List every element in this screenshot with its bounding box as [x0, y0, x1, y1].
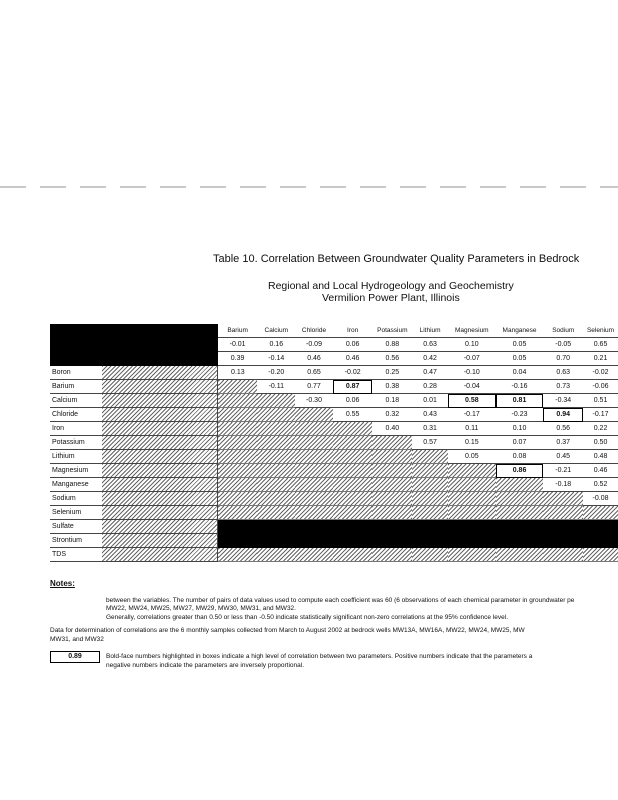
- correlation-value: 0.52: [583, 478, 618, 492]
- correlation-value: -0.30: [295, 394, 333, 408]
- row-label: [50, 478, 218, 492]
- row-label: [50, 506, 218, 520]
- hatch-fill: [102, 520, 217, 533]
- hatch-cell: [496, 492, 544, 506]
- correlation-value: 0.47: [412, 366, 448, 380]
- correlation-value: 0.50: [583, 436, 618, 450]
- hatch-cell: [218, 380, 258, 394]
- row-label: [50, 520, 218, 534]
- correlation-value: 0.86: [496, 464, 544, 478]
- row-label-text: Barium: [52, 383, 75, 390]
- correlation-value: 0.21: [583, 352, 618, 366]
- hatch-cell: [372, 436, 412, 450]
- correlation-value: 0.04: [496, 366, 544, 380]
- table-row: [50, 394, 618, 408]
- correlation-value: 0.65: [295, 366, 333, 380]
- hatch-cell: [257, 450, 295, 464]
- correlation-value: 0.18: [372, 394, 412, 408]
- correlation-value: 0.43: [412, 408, 448, 422]
- hatch-cell: [412, 548, 448, 562]
- hatch-cell: [295, 464, 333, 478]
- correlation-value: 0.77: [295, 380, 333, 394]
- table-row: [50, 506, 618, 520]
- correlation-value: 0.05: [496, 352, 544, 366]
- row-label-text: Potassium: [52, 439, 85, 446]
- row-label-text: Lithium: [52, 453, 75, 460]
- column-header: Iron: [333, 324, 373, 338]
- hatch-cell: [412, 450, 448, 464]
- hatch-cell: [333, 478, 373, 492]
- correlation-value: 0.25: [372, 366, 412, 380]
- hatch-cell: [257, 464, 295, 478]
- hatch-cell: [543, 506, 583, 520]
- correlation-value: -0.05: [543, 338, 583, 352]
- hatch-cell: [218, 422, 258, 436]
- hatch-cell: [496, 506, 544, 520]
- hatch-fill: [102, 380, 217, 393]
- table-row: [50, 534, 618, 548]
- correlation-value: 0.39: [218, 352, 258, 366]
- row-label-text: TDS: [52, 551, 66, 558]
- column-header: Manganese: [496, 324, 544, 338]
- hatch-fill: [102, 422, 217, 435]
- correlation-value: 0.81: [496, 394, 544, 408]
- hatch-fill: [102, 450, 217, 463]
- row-label: [50, 394, 218, 408]
- hatch-cell: [412, 464, 448, 478]
- hatch-fill: [102, 408, 217, 421]
- table-row: [50, 520, 618, 534]
- hatch-cell: [448, 464, 496, 478]
- hatch-cell: [257, 422, 295, 436]
- hatch-cell: [372, 450, 412, 464]
- correlation-value: -0.23: [496, 408, 544, 422]
- correlation-value: 0.16: [257, 338, 295, 352]
- correlation-value: 0.31: [412, 422, 448, 436]
- notes-heading: Notes:: [50, 579, 75, 588]
- hatch-cell: [448, 492, 496, 506]
- correlation-value: 0.46: [583, 464, 618, 478]
- hatch-cell: [412, 506, 448, 520]
- correlation-value: 0.15: [448, 436, 496, 450]
- row-label: [50, 450, 218, 464]
- correlation-value: 0.06: [333, 338, 373, 352]
- note-line: Data for determination of correlations are the 6 monthly samples collected from March to August 2002 at bedrock wells MW13A, MW16A, MW22, MW24, MW25, MW: [50, 627, 525, 634]
- row-label-text: Sodium: [52, 495, 76, 502]
- hatch-cell: [218, 394, 258, 408]
- note-line: MW22, MW24, MW25, MW27, MW29, MW30, MW31, and MW32.: [106, 605, 296, 612]
- column-header: Magnesium: [448, 324, 496, 338]
- row-label-text: Iron: [52, 425, 65, 432]
- correlation-value: 0.63: [543, 366, 583, 380]
- hatch-cell: [257, 548, 295, 562]
- correlation-value: -0.02: [583, 366, 618, 380]
- scan-divider: [0, 186, 618, 188]
- correlation-value: -0.04: [448, 380, 496, 394]
- hatch-cell: [333, 506, 373, 520]
- row-label: [50, 548, 218, 562]
- correlation-value: 0.38: [372, 380, 412, 394]
- hatch-cell: [295, 408, 333, 422]
- hatch-cell: [257, 506, 295, 520]
- row-label-text: Boron: [52, 369, 71, 376]
- correlation-value: 0.08: [496, 450, 544, 464]
- row-label-text: Manganese: [52, 481, 89, 488]
- correlation-value: 0.70: [543, 352, 583, 366]
- plant-subtitle: Vermilion Power Plant, Illinois: [322, 292, 460, 304]
- table-row: [50, 436, 618, 450]
- row-label: [50, 492, 218, 506]
- hatch-cell: [583, 548, 618, 562]
- hatch-cell: [257, 408, 295, 422]
- note-line: between the variables. The number of pairs of data values used to compute each coefficient was 60 (6 observations of each chemical parameter in groundwater pe: [106, 597, 575, 604]
- table-row: [50, 450, 618, 464]
- hatch-cell: [448, 506, 496, 520]
- hatch-cell: [543, 492, 583, 506]
- hatch-cell: [257, 478, 295, 492]
- row-label-text: Calcium: [52, 397, 78, 404]
- hatch-cell: [295, 450, 333, 464]
- hatch-cell: [295, 506, 333, 520]
- correlation-value: 0.87: [333, 380, 373, 394]
- correlation-value: 0.01: [412, 394, 448, 408]
- correlation-value: 0.28: [412, 380, 448, 394]
- hatch-cell: [372, 478, 412, 492]
- correlation-value: -0.34: [543, 394, 583, 408]
- hatch-fill: [102, 492, 217, 505]
- table-row: [50, 492, 618, 506]
- column-header: Barium: [218, 324, 258, 338]
- correlation-value: 0.42: [412, 352, 448, 366]
- hatch-cell: [412, 492, 448, 506]
- correlation-value: 0.22: [583, 422, 618, 436]
- table-row: [50, 422, 618, 436]
- correlation-table: [50, 324, 618, 562]
- correlation-value: 0.45: [543, 450, 583, 464]
- correlation-value: 0.11: [448, 422, 496, 436]
- hatch-cell: [372, 506, 412, 520]
- column-header: Potassium: [372, 324, 412, 338]
- row-label-text: Strontium: [52, 537, 82, 544]
- legend-text: Bold-face numbers highlighted in boxes indicate a high level of correlation between two parameters. Positive numbers indicate that the parameters a: [106, 653, 533, 660]
- hatch-cell: [333, 464, 373, 478]
- hatch-cell: [257, 436, 295, 450]
- hatch-cell: [218, 492, 258, 506]
- table-row: [50, 380, 618, 394]
- table-row: [50, 366, 618, 380]
- correlation-value: 0.51: [583, 394, 618, 408]
- hatch-cell: [543, 548, 583, 562]
- hatch-fill: [102, 436, 217, 449]
- legend-box: 0.89: [50, 651, 100, 663]
- redacted-block: [218, 534, 618, 548]
- column-header: Sodium: [543, 324, 583, 338]
- correlation-value: 0.58: [448, 394, 496, 408]
- correlation-value: 0.46: [333, 352, 373, 366]
- correlation-value: 0.37: [543, 436, 583, 450]
- table-row: [50, 408, 618, 422]
- hatch-fill: [102, 534, 217, 547]
- hatch-cell: [295, 492, 333, 506]
- row-label: [50, 436, 218, 450]
- correlation-value: 0.13: [218, 366, 258, 380]
- hatch-cell: [448, 548, 496, 562]
- correlation-value: -0.11: [257, 380, 295, 394]
- hatch-cell: [295, 422, 333, 436]
- correlation-value: -0.02: [333, 366, 373, 380]
- correlation-value: -0.08: [583, 492, 618, 506]
- redacted-block: [218, 520, 618, 534]
- row-label: [50, 464, 218, 478]
- hatch-cell: [218, 464, 258, 478]
- correlation-value: 0.40: [372, 422, 412, 436]
- hatch-cell: [448, 478, 496, 492]
- correlation-value: -0.16: [496, 380, 544, 394]
- hatch-fill: [102, 464, 217, 477]
- table-title: Table 10. Correlation Between Groundwater Quality Parameters in Bedrock: [213, 253, 580, 265]
- hatch-cell: [218, 478, 258, 492]
- correlation-value: -0.09: [295, 338, 333, 352]
- row-label-text: Chloride: [52, 411, 79, 418]
- correlation-value: 0.65: [583, 338, 618, 352]
- correlation-value: -0.06: [583, 380, 618, 394]
- correlation-value: 0.05: [448, 450, 496, 464]
- hatch-cell: [496, 478, 544, 492]
- hatch-cell: [372, 464, 412, 478]
- row-label: [50, 534, 218, 548]
- hatch-cell: [218, 506, 258, 520]
- hatch-cell: [412, 478, 448, 492]
- correlation-value: -0.21: [543, 464, 583, 478]
- hatch-fill: [102, 478, 217, 491]
- correlation-value: 0.06: [333, 394, 373, 408]
- hatch-cell: [496, 548, 544, 562]
- column-header: Chloride: [295, 324, 333, 338]
- correlation-value: -0.07: [448, 352, 496, 366]
- hatch-cell: [583, 506, 618, 520]
- table-row: [50, 478, 618, 492]
- correlation-value: 0.57: [412, 436, 448, 450]
- hatch-fill: [102, 366, 217, 379]
- correlation-value: 0.05: [496, 338, 544, 352]
- hatch-cell: [218, 450, 258, 464]
- correlation-value: -0.20: [257, 366, 295, 380]
- hatch-cell: [257, 394, 295, 408]
- correlation-value: -0.17: [583, 408, 618, 422]
- row-label-text: Magnesium: [52, 467, 89, 474]
- row-label-text: Sulfate: [52, 523, 74, 530]
- hatch-cell: [333, 548, 373, 562]
- hatch-cell: [333, 436, 373, 450]
- hatch-cell: [218, 436, 258, 450]
- correlation-value: 0.94: [543, 408, 583, 422]
- correlation-value: 0.48: [583, 450, 618, 464]
- correlation-value: 0.55: [333, 408, 373, 422]
- correlation-value: 0.46: [295, 352, 333, 366]
- column-header: Calcium: [257, 324, 295, 338]
- redacted-block: [50, 324, 218, 366]
- report-subtitle: Regional and Local Hydrogeology and Geochemistry: [268, 280, 514, 292]
- correlation-value: 0.56: [543, 422, 583, 436]
- correlation-value: 0.07: [496, 436, 544, 450]
- hatch-cell: [295, 478, 333, 492]
- row-label: [50, 408, 218, 422]
- row-label: [50, 422, 218, 436]
- legend-text: negative numbers indicate the parameters are inversely proportional.: [106, 662, 304, 669]
- hatch-cell: [218, 548, 258, 562]
- correlation-value: 0.63: [412, 338, 448, 352]
- hatch-cell: [295, 548, 333, 562]
- hatch-cell: [333, 450, 373, 464]
- table-row: [50, 548, 618, 562]
- hatch-cell: [333, 492, 373, 506]
- hatch-fill: [102, 506, 217, 519]
- column-header: Lithium: [412, 324, 448, 338]
- column-header: Selenium: [583, 324, 618, 338]
- correlation-value: -0.18: [543, 478, 583, 492]
- row-label: [50, 366, 218, 380]
- row-label-text: Selenium: [52, 509, 82, 516]
- hatch-cell: [372, 492, 412, 506]
- hatch-fill: [102, 548, 217, 561]
- hatch-cell: [333, 422, 373, 436]
- hatch-cell: [218, 408, 258, 422]
- note-line: MW31, and MW32: [50, 636, 104, 643]
- correlation-value: 0.32: [372, 408, 412, 422]
- correlation-value: 0.10: [496, 422, 544, 436]
- hatch-cell: [257, 492, 295, 506]
- table-row: [50, 464, 618, 478]
- hatch-cell: [372, 548, 412, 562]
- note-line: Generally, correlations greater than 0.50 or less than -0.50 indicate statistically significant non-zero correlations at the 95% confidence level.: [106, 614, 509, 621]
- hatch-fill: [102, 394, 217, 407]
- row-label: [50, 380, 218, 394]
- correlation-value: -0.14: [257, 352, 295, 366]
- correlation-value: 0.56: [372, 352, 412, 366]
- correlation-value: 0.73: [543, 380, 583, 394]
- correlation-value: -0.10: [448, 366, 496, 380]
- correlation-value: 0.10: [448, 338, 496, 352]
- correlation-value: 0.88: [372, 338, 412, 352]
- hatch-cell: [295, 436, 333, 450]
- correlation-value: -0.17: [448, 408, 496, 422]
- correlation-value: -0.01: [218, 338, 258, 352]
